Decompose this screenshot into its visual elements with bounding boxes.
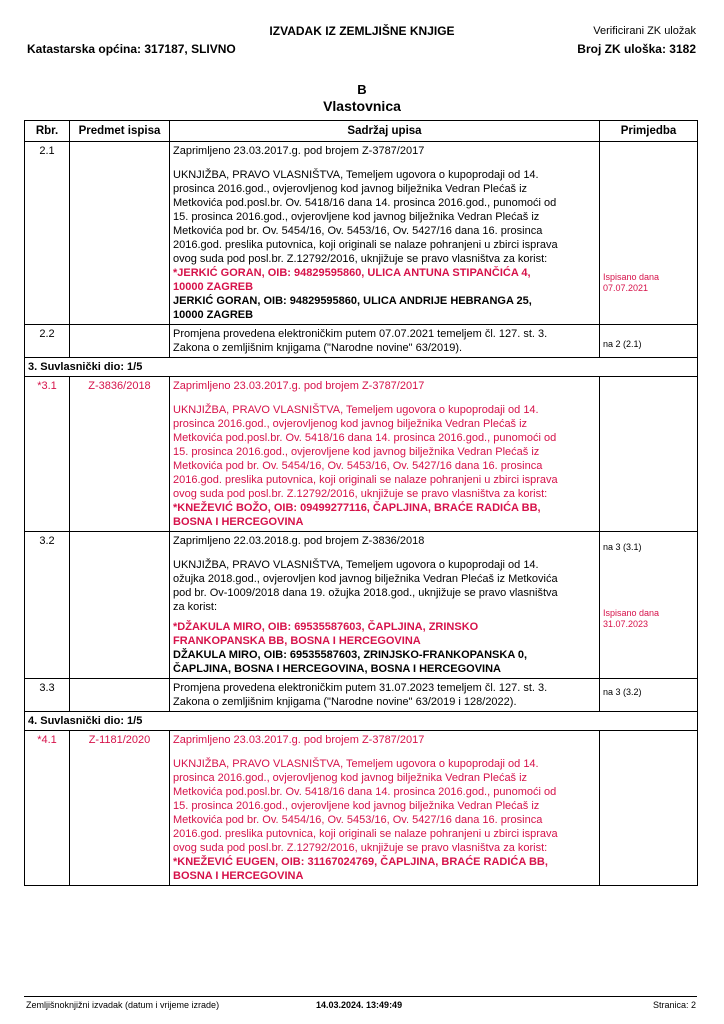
body-line: prosinca 2016.god., ovjerovljenog kod javnog bilježnika Vedran Plećaš iz bbox=[173, 183, 528, 195]
body-line: Zakona o zemljišnim knjigama ("Narodne novine" 63/2019 i 128/2022). bbox=[173, 696, 517, 708]
col-predmet-header: Predmet ispisa bbox=[70, 121, 170, 142]
entry-number: 3.3 bbox=[25, 679, 70, 712]
table-row bbox=[25, 532, 698, 679]
body-line: Metkovića pod.posl.br. Ov. 5418/16 dana 14. prosinca 2016.god., punomoći od bbox=[173, 197, 557, 209]
owner-current: ČAPLJINA, BOSNA I HERCEGOVINA, BOSNA I HERCEGOVINA bbox=[173, 663, 501, 675]
entry-subject bbox=[70, 142, 170, 325]
entry-remark bbox=[600, 325, 698, 358]
col-primjedba-header: Primjedba bbox=[600, 121, 698, 142]
table-row bbox=[25, 142, 698, 325]
body-line: Metkovića pod br. Ov. 5454/16, Ov. 5453/16, Ov. 5427/16 dana 16. prosinca bbox=[173, 225, 543, 237]
table-row bbox=[25, 679, 698, 712]
remark-line: Ispisano dana bbox=[603, 272, 660, 282]
body-line: 2016.god. preslika putovnica, koji originali se nalaze pohranjeni u zbirci isprava bbox=[173, 474, 558, 486]
section-letter: B bbox=[357, 82, 367, 97]
entry-remark bbox=[600, 377, 698, 532]
entry-remark bbox=[600, 731, 698, 886]
entry-subject: Z-1181/2020 bbox=[70, 731, 170, 886]
received-line: Zaprimljeno 23.03.2017.g. pod brojem Z-3787/2017 bbox=[173, 734, 425, 746]
folio-number: Broj ZK uloška: 3182 bbox=[577, 42, 696, 56]
entry-content bbox=[170, 532, 600, 679]
body-line: Metkovića pod.posl.br. Ov. 5418/16 dana 14. prosinca 2016.god., punomoći od bbox=[173, 786, 557, 798]
body-line: UKNJIŽBA, PRAVO VLASNIŠTVA, Temeljem ugovora o kupoprodaji od 14. bbox=[173, 559, 539, 571]
body-line: 2016.god. preslika putovnica, koji originali se nalaze pohranjeni u zbirci isprava bbox=[173, 828, 558, 840]
body-line: UKNJIŽBA, PRAVO VLASNIŠTVA, Temeljem ugovora o kupoprodaji od 14. bbox=[173, 758, 539, 770]
table-row bbox=[25, 325, 698, 358]
body-line: Promjena provedena elektroničkim putem 31.07.2023 temeljem čl. 127. st. 3. bbox=[173, 682, 548, 694]
verified-label: Verificirani ZK uložak bbox=[593, 25, 696, 37]
entry-subject bbox=[70, 532, 170, 679]
remark-line: na 3 (3.1) bbox=[603, 542, 642, 552]
owner-deleted: *DŽAKULA MIRO, OIB: 69535587603, ČAPLJINA, ZRINSKO bbox=[173, 621, 479, 633]
remark-line: 07.07.2021 bbox=[603, 283, 649, 293]
body-line: ovog suda pod posl.br. Z.12792/2016, uknjižuje se pravo vlasništva za korist: bbox=[173, 488, 548, 500]
entry-number: 3.2 bbox=[25, 532, 70, 679]
entry-subject bbox=[70, 679, 170, 712]
remark-line: 31.07.2023 bbox=[603, 619, 649, 629]
owner-current: 10000 ZAGREB bbox=[173, 309, 254, 321]
ownership-table bbox=[24, 120, 698, 886]
cadastral-municipality: Katastarska općina: 317187, SLIVNO bbox=[27, 42, 236, 56]
owner-deleted: 10000 ZAGREB bbox=[173, 281, 254, 293]
footer-divider bbox=[24, 996, 697, 997]
col-rbr-header: Rbr. bbox=[25, 121, 70, 142]
entry-content bbox=[170, 142, 600, 325]
page-number: Stranica: 2 bbox=[652, 1000, 696, 1010]
co-ownership-share-header: 4. Suvlasnički dio: 1/5 bbox=[25, 712, 698, 731]
body-line: prosinca 2016.god., ovjerovljenog kod javnog bilježnika Vedran Plećaš iz bbox=[173, 418, 528, 430]
body-line: Promjena provedena elektroničkim putem 07.07.2021 temeljem čl. 127. st. 3. bbox=[173, 328, 548, 340]
owner-deleted: BOSNA I HERCEGOVINA bbox=[173, 870, 304, 882]
co-ownership-share-header: 3. Suvlasnički dio: 1/5 bbox=[25, 358, 698, 377]
body-line: ovog suda pod posl.br. Z.12792/2016, uknjižuje se pravo vlasništva za korist: bbox=[173, 253, 548, 265]
entry-number: 2.2 bbox=[25, 325, 70, 358]
body-line: Metkovića pod br. Ov. 5454/16, Ov. 5453/16, Ov. 5427/16 dana 16. prosinca bbox=[173, 814, 543, 826]
entry-number: 2.1 bbox=[25, 142, 70, 325]
body-line: UKNJIŽBA, PRAVO VLASNIŠTVA, Temeljem ugovora o kupoprodaji od 14. bbox=[173, 169, 539, 181]
footer-label: Zemljišnoknjižni izvadak (datum i vrijeme izrade) bbox=[26, 1000, 220, 1010]
col-sadrzaj-header: Sadržaj upisa bbox=[170, 121, 600, 142]
body-line: prosinca 2016.god., ovjerovljenog kod javnog bilježnika Vedran Plećaš iz bbox=[173, 772, 528, 784]
table-row bbox=[25, 358, 698, 377]
body-line: 15. prosinca 2016.god., ovjerovljene kod javnog bilježnika Vedran Plećaš iz bbox=[173, 446, 540, 458]
table-row bbox=[25, 712, 698, 731]
remark-line: na 3 (3.2) bbox=[603, 687, 642, 697]
entry-remark bbox=[600, 532, 698, 679]
entry-number: *4.1 bbox=[25, 731, 70, 886]
owner-deleted: *KNEŽEVIĆ EUGEN, OIB: 31167024769, ČAPLJINA, BRAĆE RADIĆA BB, bbox=[173, 856, 548, 868]
table-row bbox=[25, 731, 698, 886]
entry-remark bbox=[600, 142, 698, 325]
owner-deleted: BOSNA I HERCEGOVINA bbox=[173, 516, 304, 528]
footer-timestamp: 14.03.2024. 13:49:49 bbox=[316, 1000, 403, 1010]
entry-remark bbox=[600, 679, 698, 712]
document-title: IZVADAK IZ ZEMLJIŠNE KNJIGE bbox=[269, 24, 455, 38]
body-line: Zakona o zemljišnim knjigama ("Narodne novine" 63/2019). bbox=[173, 342, 463, 354]
body-line: ožujka 2018.god., ovjerovljen kod javnog bilježnika Vedran Plećaš iz Metkovića bbox=[173, 573, 558, 585]
owner-deleted: *JERKIĆ GORAN, OIB: 94829595860, ULICA ANTUNA STIPANČIĆA 4, bbox=[173, 267, 531, 279]
body-line: pod br. Ov-1009/2018 dana 19. ožujka 2018.god., uknjižuje se pravo vlasništva bbox=[173, 587, 558, 599]
body-line: Metkovića pod.posl.br. Ov. 5418/16 dana 14. prosinca 2016.god., punomoći od bbox=[173, 432, 557, 444]
body-line: 2016.god. preslika putovnica, koji originali se nalaze pohranjeni u zbirci isprava bbox=[173, 239, 558, 251]
entry-number: *3.1 bbox=[25, 377, 70, 532]
body-line: za korist: bbox=[173, 601, 218, 613]
owner-current: DŽAKULA MIRO, OIB: 69535587603, ZRINJSKO-FRANKOPANSKA 0, bbox=[173, 649, 528, 661]
owner-current: JERKIĆ GORAN, OIB: 94829595860, ULICA ANDRIJE HEBRANGA 25, bbox=[173, 295, 532, 307]
received-line: Zaprimljeno 22.03.2018.g. pod brojem Z-3836/2018 bbox=[173, 535, 425, 547]
owner-deleted: FRANKOPANSKA BB, BOSNA I HERCEGOVINA bbox=[173, 635, 421, 647]
body-line: UKNJIŽBA, PRAVO VLASNIŠTVA, Temeljem ugovora o kupoprodaji od 14. bbox=[173, 404, 539, 416]
owner-deleted: *KNEŽEVIĆ BOŽO, OIB: 09499277116, ČAPLJINA, BRAĆE RADIĆA BB, bbox=[173, 502, 541, 514]
received-line: Zaprimljeno 23.03.2017.g. pod brojem Z-3787/2017 bbox=[173, 380, 425, 392]
entry-content bbox=[170, 679, 600, 712]
remark-line: na 2 (2.1) bbox=[603, 339, 642, 349]
entry-subject bbox=[70, 325, 170, 358]
body-line: Metkovića pod br. Ov. 5454/16, Ov. 5453/16, Ov. 5427/16 dana 16. prosinca bbox=[173, 460, 543, 472]
received-line: Zaprimljeno 23.03.2017.g. pod brojem Z-3787/2017 bbox=[173, 145, 425, 157]
table-row bbox=[25, 377, 698, 532]
section-name: Vlastovnica bbox=[323, 98, 401, 114]
entry-content bbox=[170, 325, 600, 358]
body-line: ovog suda pod posl.br. Z.12792/2016, uknjižuje se pravo vlasništva za korist: bbox=[173, 842, 548, 854]
entry-subject: Z-3836/2018 bbox=[70, 377, 170, 532]
entry-content bbox=[170, 377, 600, 532]
entry-content bbox=[170, 731, 600, 886]
body-line: 15. prosinca 2016.god., ovjerovljene kod javnog bilježnika Vedran Plećaš iz bbox=[173, 800, 540, 812]
remark-line: Ispisano dana bbox=[603, 608, 660, 618]
body-line: 15. prosinca 2016.god., ovjerovljene kod javnog bilježnika Vedran Plećaš iz bbox=[173, 211, 540, 223]
table-header-row bbox=[25, 121, 698, 142]
